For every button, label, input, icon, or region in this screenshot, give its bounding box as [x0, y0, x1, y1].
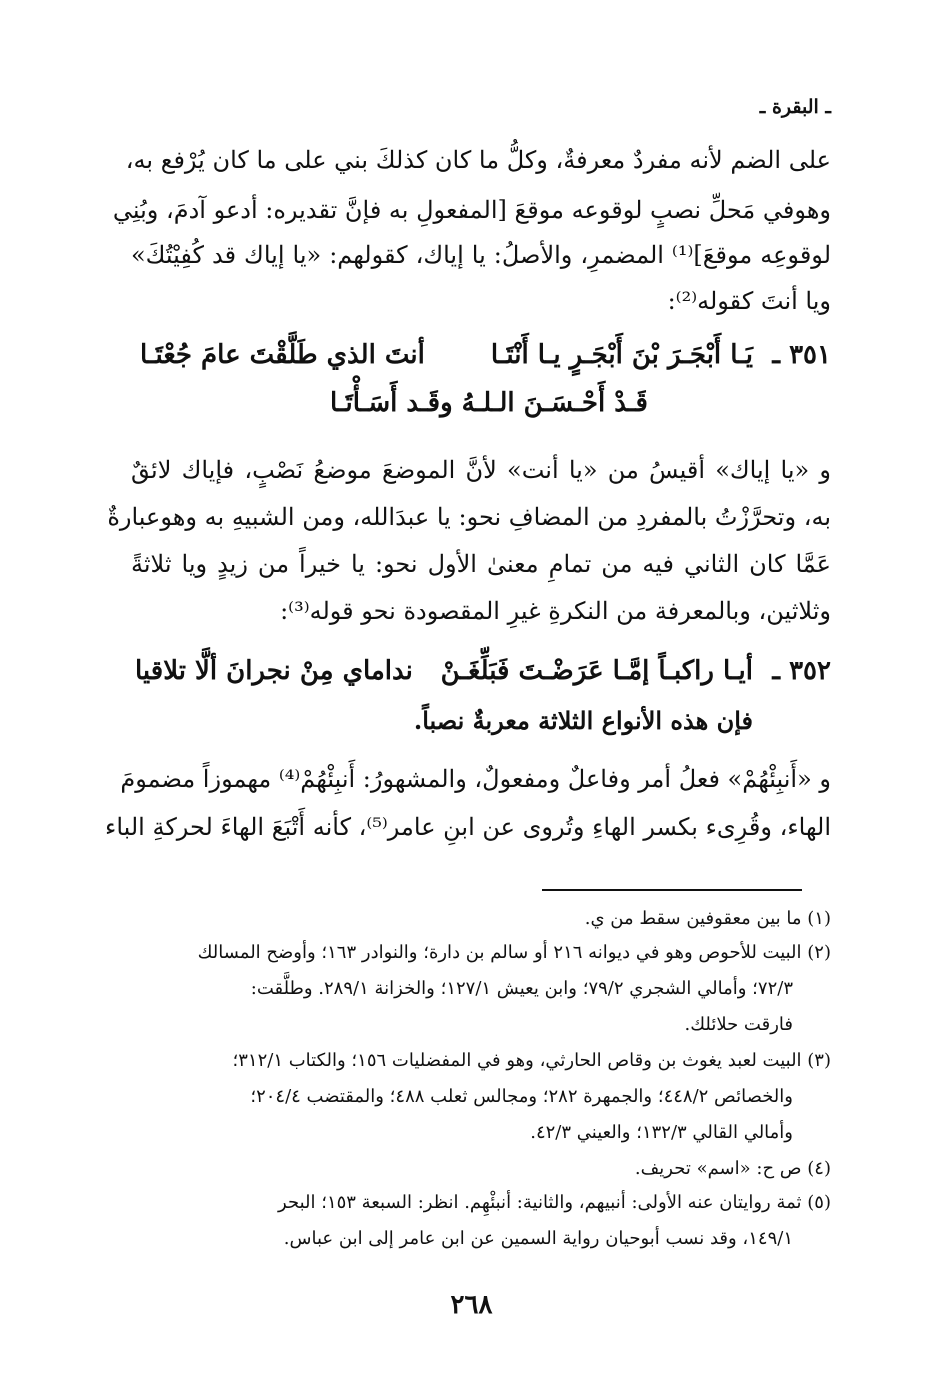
verse-352-hemistich-2: نداماي مِنْ نجرانَ ألَّا تلاقيا	[135, 656, 413, 686]
body-line: ويا أنتَ كقوله⁽²⁾:	[667, 287, 831, 315]
body-line: فإن هذه الأنواع الثلاثة معربةٌ نصباً.	[413, 706, 753, 735]
footnote-3: (٣) البيت لعبد يغوث بن وقاص الحارثي، وهو في المفضليات ١٥٦؛ والكتاب ٣١٢/١؛	[232, 1050, 831, 1071]
body-line: وثلاثين، وبالمعرفة من النكرةِ غيرِ المقصودة نحو قوله⁽³⁾:	[280, 597, 831, 625]
verse-351-hemistich-1: يَـا أَبْجَـرَ بْنَ أَبْجَـرٍ يـا أَنْتَـا	[490, 340, 753, 370]
body-line: وهوفي مَحلِّ نصبٍ لوقوعه موقعَ [المفعولِ به فإنَّ تقديره: أدعو آدمَ، وبُنِي	[112, 196, 831, 224]
body-line: على الضم لأنه مفردٌ معرفةٌ، وكلُّ ما كان كذلكَ بني على ما كان يُرْفع به،	[125, 146, 831, 174]
body-line: لوقوعِه موقعَ]⁽¹⁾ المضمرِ، والأصلُ: يا إياك، كقولهم: «يا إياك قد كُفِيْتُكَ»	[131, 241, 832, 269]
footnote-2-cont: فارقت حلائلك.	[684, 1014, 793, 1035]
footnote-2: (٢) البيت للأحوص وهو في ديوانه ٢١٦ أو سالم بن دارة؛ والنوادر ١٦٣؛ وأوضح المسالك	[197, 942, 831, 963]
body-line: الهاء، وقُرِىء بكسر الهاءِ وتُروى عن ابنِ عامر⁽⁵⁾، كأنه أَتْبَعَ الهاءَ لحركةِ الباء	[105, 813, 831, 841]
footnote-4: (٤) ص ح: «اسم» تحريف.	[634, 1158, 831, 1179]
footnote-separator	[542, 889, 802, 891]
body-line: عَمَّا كان الثاني فيه من تمامِ معنىٰ الأول نحو: يا خيراً من زيدٍ ويا ثلاثةً	[131, 550, 831, 578]
verse-352-hemistich-1: أيـا راكبـاً إمَّـا عَرَضْـتَ فَبَلِّغَـنْ	[440, 656, 753, 686]
footnote-5-cont: ١٤٩/١، وقد نسب أبوحيان رواية السمين عن ابن عامر إلى ابن عباس.	[283, 1228, 793, 1249]
footnote-5: (٥) ثمة روايتان عنه الأولى: أنبيهم، والثانية: أنبئْهِم. انظر: السبعة ١٥٣؛ البحر	[278, 1192, 831, 1213]
body-line: به، وتحرَّزْتُ بالمفردِ من المضافِ نحو: يا عبدَالله، ومن الشبيهِ به وهوعبارةٌ	[107, 503, 831, 531]
footnote-3-cont: والخصائص ٤٤٨/٢؛ والجمهرة ٢٨٢؛ ومجالس ثعلب ٤٨٨؛ والمقتضب ٢٠٤/٤؛	[250, 1086, 793, 1107]
body-line: و «أَنبِئْهُمْ» فعلُ أمر وفاعلٌ ومفعولٌ، والمشهورُ: أَنبِئْهُمْ⁽⁴⁾ مهموزاً مضمومَ	[120, 765, 831, 793]
body-line: و «يا إياك» أقيسُ من «يا أنت» لأنَّ الموضعَ موضعُ نَصْبٍ، فإياك لائقٌ	[131, 456, 831, 484]
verse-351-line-2: قَـدْ أَحْـسَـنَ الـلـهُ وقَـد أَسَـأْتَـا	[330, 388, 648, 418]
verse-351-number: ٣٥١ ـ	[772, 340, 831, 370]
verse-351-hemistich-2: أنتَ الذي طَلَّقْتَ عامَ جُعْتَـا	[140, 340, 425, 370]
footnote-1: (١) ما بين معقوفين سقط من ي.	[584, 908, 831, 929]
verse-352-number: ٣٥٢ ـ	[772, 656, 831, 686]
page-number: ٢٦٨	[450, 1290, 493, 1320]
running-head: ـ البقرة ـ	[759, 96, 831, 118]
footnote-3-cont: وأمالي القالي ١٣٢/٣؛ والعيني ٤٢/٣.	[530, 1122, 793, 1143]
footnote-2-cont: ٧٢/٣؛ وأمالي الشجري ٧٩/٢؛ وابن يعيش ١٢٧/١؛ والخزانة ٢٨٩/١. وطلَّقت:	[250, 978, 793, 999]
